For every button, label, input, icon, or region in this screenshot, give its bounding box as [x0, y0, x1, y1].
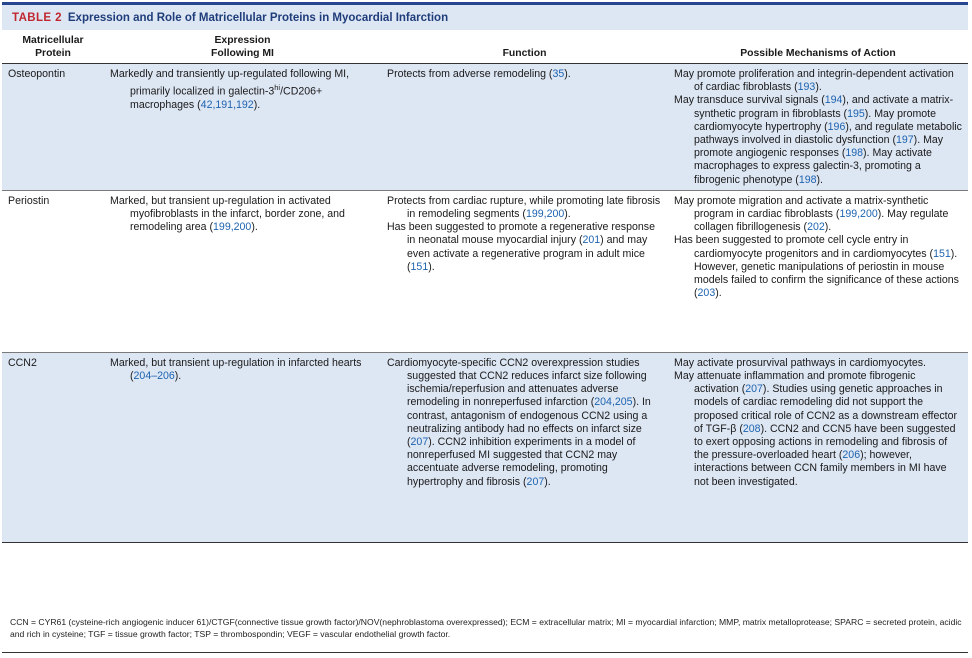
cell-paragraph — [674, 370, 962, 489]
cell-text: ). — [824, 221, 832, 234]
cell-text: /CD206+ macrophages ( — [130, 85, 323, 111]
header-function-line: Function — [502, 48, 547, 59]
cell-text: ). — [428, 260, 435, 273]
cell-expression — [104, 352, 381, 542]
reference-link[interactable]: 204–206 — [133, 370, 175, 383]
reference-link[interactable]: 42,191,192 — [200, 98, 254, 111]
reference-link[interactable]: 207 — [526, 475, 545, 488]
reference-link[interactable]: 197 — [895, 134, 914, 147]
table-row — [2, 190, 968, 352]
cell-text: ), and regulate metabolic pathways involved in diastolic dysfunction ( — [694, 120, 962, 147]
reference-link[interactable]: 193 — [797, 81, 816, 94]
cell-text: ). — [816, 173, 824, 186]
cell-paragraph — [387, 357, 662, 489]
cell-text: ). — [564, 68, 571, 80]
cell-paragraph — [387, 195, 662, 221]
header-mechanisms-line: Possible Mechanisms of Action — [740, 48, 896, 59]
reference-link[interactable]: 201 — [582, 234, 601, 247]
cell-text: ). — [253, 98, 261, 111]
cell-paragraph — [387, 68, 662, 81]
cell-expression — [104, 190, 381, 352]
header-function — [381, 32, 668, 64]
table-row — [2, 64, 968, 191]
cell-function — [381, 352, 668, 542]
cell-text: Has been suggested to promote a regenerative response in neonatal mouse myocardial injury ( — [387, 221, 655, 247]
header-row — [2, 32, 968, 64]
cell-text: ). CCN2 inhibition experiments in a model of nonreperfused MI suggested that CCN2 may accentuate adverse remodeling, promoting hypertrophy and fibrosis ( — [407, 436, 636, 488]
matricellular-table — [2, 32, 968, 543]
reference-link[interactable]: 199,200 — [525, 208, 565, 221]
cell-function — [381, 190, 668, 352]
reference-link[interactable]: 35 — [552, 68, 565, 80]
header-protein-line: Protein — [35, 48, 71, 59]
cell-paragraph — [674, 357, 962, 370]
header-protein — [2, 32, 104, 64]
reference-link[interactable]: 196 — [827, 120, 846, 133]
cell-text: May activate prosurvival pathways in cardiomyocytes. — [674, 356, 926, 369]
cell-text: ). May promote angiogenic responses ( — [694, 134, 944, 160]
cell-text: ). — [544, 475, 551, 488]
cell-text: ). — [251, 221, 258, 234]
cell-text: ). — [564, 208, 571, 221]
header-expression-line: Expression — [214, 35, 271, 46]
reference-link[interactable]: 203 — [697, 287, 716, 300]
cell-paragraph — [674, 234, 962, 300]
cell-text: ). May regulate collagen fibrillogenesis ( — [694, 208, 949, 234]
header-protein-line: Matricellular — [22, 35, 84, 46]
cell-text: May promote migration and activate a matrix-synthetic program in cardiac fibroblasts ( — [674, 194, 929, 221]
cell-paragraph — [674, 195, 962, 235]
reference-link[interactable]: 151 — [410, 260, 429, 273]
cell-protein: Periostin — [2, 190, 104, 352]
reference-link[interactable]: 208 — [742, 422, 761, 435]
cell-text: Marked, but transient up-regulation in infarcted hearts ( — [110, 356, 362, 383]
cell-text: ). In contrast, antagonism of endogenous CCN2 using a neutralizing antibody had no effects on infarct size ( — [407, 396, 651, 449]
cell-text: Protects from cardiac rupture, while promoting late fibrosis in remodeling segments ( — [387, 194, 661, 221]
cell-text: Protects from adverse remodeling ( — [387, 68, 553, 80]
cell-text: ). May promote cardiomyocyte hypertrophy ( — [694, 107, 937, 133]
table-footnote: CCN = CYR61 (cysteine-rich angiogenic inducer 61)/CTGF(connective tissue growth factor)/NOV(nephroblastoma overexpressed); ECM = extracellular matrix; MI = myocardial infarction; MMP, matrix metalloprotease; SPARC = secreted protein, acidic and rich in cysteine; TGF = tissue growth factor; TSP = thrombospondin; VEGF = vascular endothelial growth factor. — [10, 617, 962, 639]
cell-function — [381, 64, 668, 191]
cell-protein: Osteopontin — [2, 64, 104, 191]
cell-expression — [104, 64, 381, 191]
cell-text: ). — [715, 287, 722, 300]
reference-link[interactable]: 198 — [845, 147, 864, 160]
cell-mechanisms — [668, 64, 968, 191]
cell-paragraph — [387, 221, 662, 274]
cell-text: Marked, but transient up-regulation in activated myofibroblasts in the infarct, border zone, and remodeling area ( — [110, 194, 345, 234]
cell-text: ). CCN2 and CCN5 have been suggested to exert opposing actions in remodeling and fibrosis of the pressure-overloaded heart ( — [694, 422, 956, 462]
reference-link[interactable]: 199,200 — [839, 208, 878, 221]
cell-text: ). May activate macrophages to express galectin-3, promoting a fibrogenic phenotype ( — [694, 147, 932, 186]
cell-paragraph — [110, 195, 375, 235]
cell-paragraph — [110, 68, 375, 112]
reference-link[interactable]: 202 — [807, 221, 825, 234]
table-title-bar — [2, 2, 968, 30]
cell-text: May promote proliferation and integrin-dependent activation of cardiac fibroblasts ( — [674, 68, 954, 94]
header-expression — [104, 32, 381, 64]
table-header — [2, 32, 968, 64]
bottom-rule — [2, 652, 968, 653]
reference-link[interactable]: 151 — [933, 247, 951, 260]
reference-link[interactable]: 198 — [798, 173, 817, 186]
cell-text: ), and activate a matrix-synthetic program in fibroblasts ( — [694, 94, 954, 120]
reference-link[interactable]: 199,200 — [213, 221, 252, 234]
cell-text: ). Studies using genetic approaches in models of cardiac remodeling did not support the proposed critical role of CCN2 as a downstream effector of TGF-β ( — [694, 383, 958, 435]
reference-link[interactable]: 207 — [410, 436, 429, 449]
cell-text: Cardiomyocyte-specific CCN2 overexpression studies suggested that CCN2 reduces infarct size following ischemia/reperfusion and attenuates adverse remodeling in nonreperfused infarction ( — [387, 356, 647, 409]
reference-link[interactable]: 207 — [745, 383, 763, 396]
reference-link[interactable]: 194 — [824, 94, 843, 107]
cell-text: Has been suggested to promote cell cycle entry in cardiomyocyte progenitors and in cardiomyocytes ( — [674, 234, 934, 260]
cell-protein: CCN2 — [2, 352, 104, 542]
cell-mechanisms — [668, 190, 968, 352]
reference-link[interactable]: 195 — [847, 107, 865, 120]
superscript: hi — [274, 83, 281, 93]
cell-paragraph — [674, 94, 962, 186]
cell-text: ); however, interactions between CCN family members in MI have not been investigated. — [694, 449, 947, 488]
cell-text: May transduce survival signals ( — [674, 94, 825, 107]
reference-link[interactable]: 204,205 — [594, 396, 633, 409]
table-row — [2, 352, 968, 542]
cell-text: ) and may even activate a regenerative program in adult mice ( — [407, 234, 648, 273]
table-label: TABLE 2 — [12, 11, 62, 24]
header-expression-line: Following MI — [211, 48, 274, 59]
cell-text: May attenuate inflammation and promote fibrogenic activation ( — [674, 370, 916, 396]
cell-paragraph — [110, 357, 375, 383]
cell-text: Markedly and transiently up-regulated following MI, primarily localized in galectin-3 — [110, 68, 350, 98]
reference-link[interactable]: 206 — [842, 449, 861, 462]
table-body — [2, 64, 968, 543]
table-caption: Expression and Role of Matricellular Proteins in Myocardial Infarction — [67, 11, 449, 24]
cell-paragraph — [674, 68, 962, 94]
cell-mechanisms — [668, 352, 968, 542]
cell-text: ). — [815, 81, 822, 94]
header-mechanisms — [668, 32, 968, 64]
cell-text: ). — [174, 370, 182, 383]
table-container — [2, 2, 968, 654]
cell-text: ). However, genetic manipulations of periostin in mouse models failed to confirm the significance of these actions ( — [694, 247, 959, 300]
